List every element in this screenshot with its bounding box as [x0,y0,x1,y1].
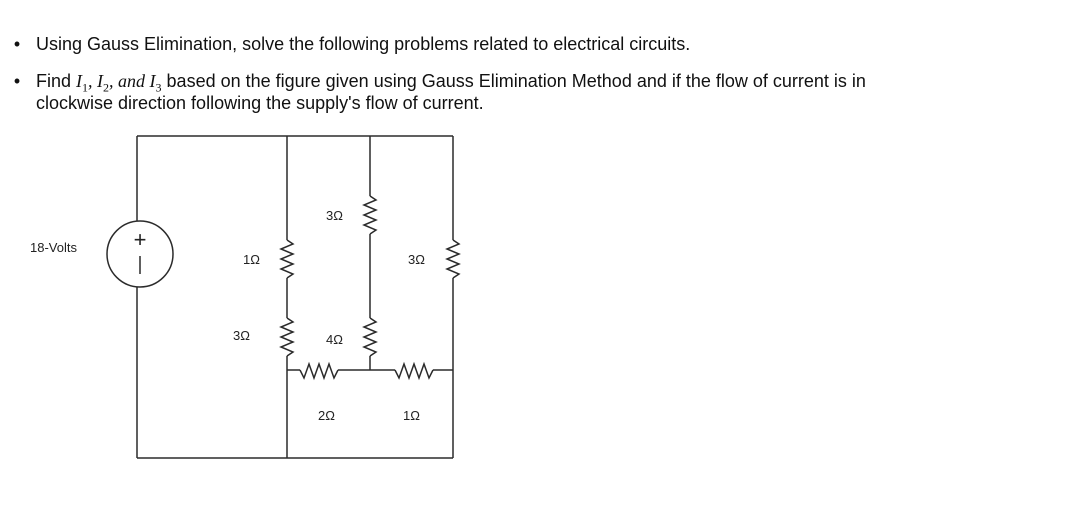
label-r-bottom-left: 2Ω [318,408,335,423]
source-label: 18-Volts [30,240,77,255]
label-r-right: 3Ω [408,252,425,267]
bullet-text-2-rest: based on the figure given using Gauss Elimination Method and if the flow of current is in [166,71,866,91]
label-r-left-top: 1Ω [243,252,260,267]
resistor-3ohm-mid [364,196,376,234]
voltage-source [107,221,173,287]
bullet-text-2-line2: clockwise direction following the supply's flow of current. [36,93,484,113]
resistor-3ohm-left [281,318,293,356]
label-r-left-bottom: 3Ω [233,328,250,343]
resistor-2ohm-bottom [300,364,338,378]
label-r-bottom-right: 1Ω [403,408,420,423]
resistor-1ohm-bottom [395,364,433,378]
current-variables: $I_1$, $I_2$, and $I_3$ [76,71,162,95]
resistor-3ohm-right [447,240,459,278]
label-r-mid-bottom: 4Ω [326,332,343,347]
resistor-1ohm-left [281,240,293,278]
bullet-marker: • [13,71,21,91]
label-r-mid-top: 3Ω [326,208,343,223]
bullet-text-1: Using Gauss Elimination, solve the following problems related to electrical circuits. [36,34,691,54]
bullet-marker: • [13,34,21,54]
source-plus: + [133,227,147,252]
resistor-4ohm-mid [364,318,376,356]
find-word: Find [36,71,72,91]
